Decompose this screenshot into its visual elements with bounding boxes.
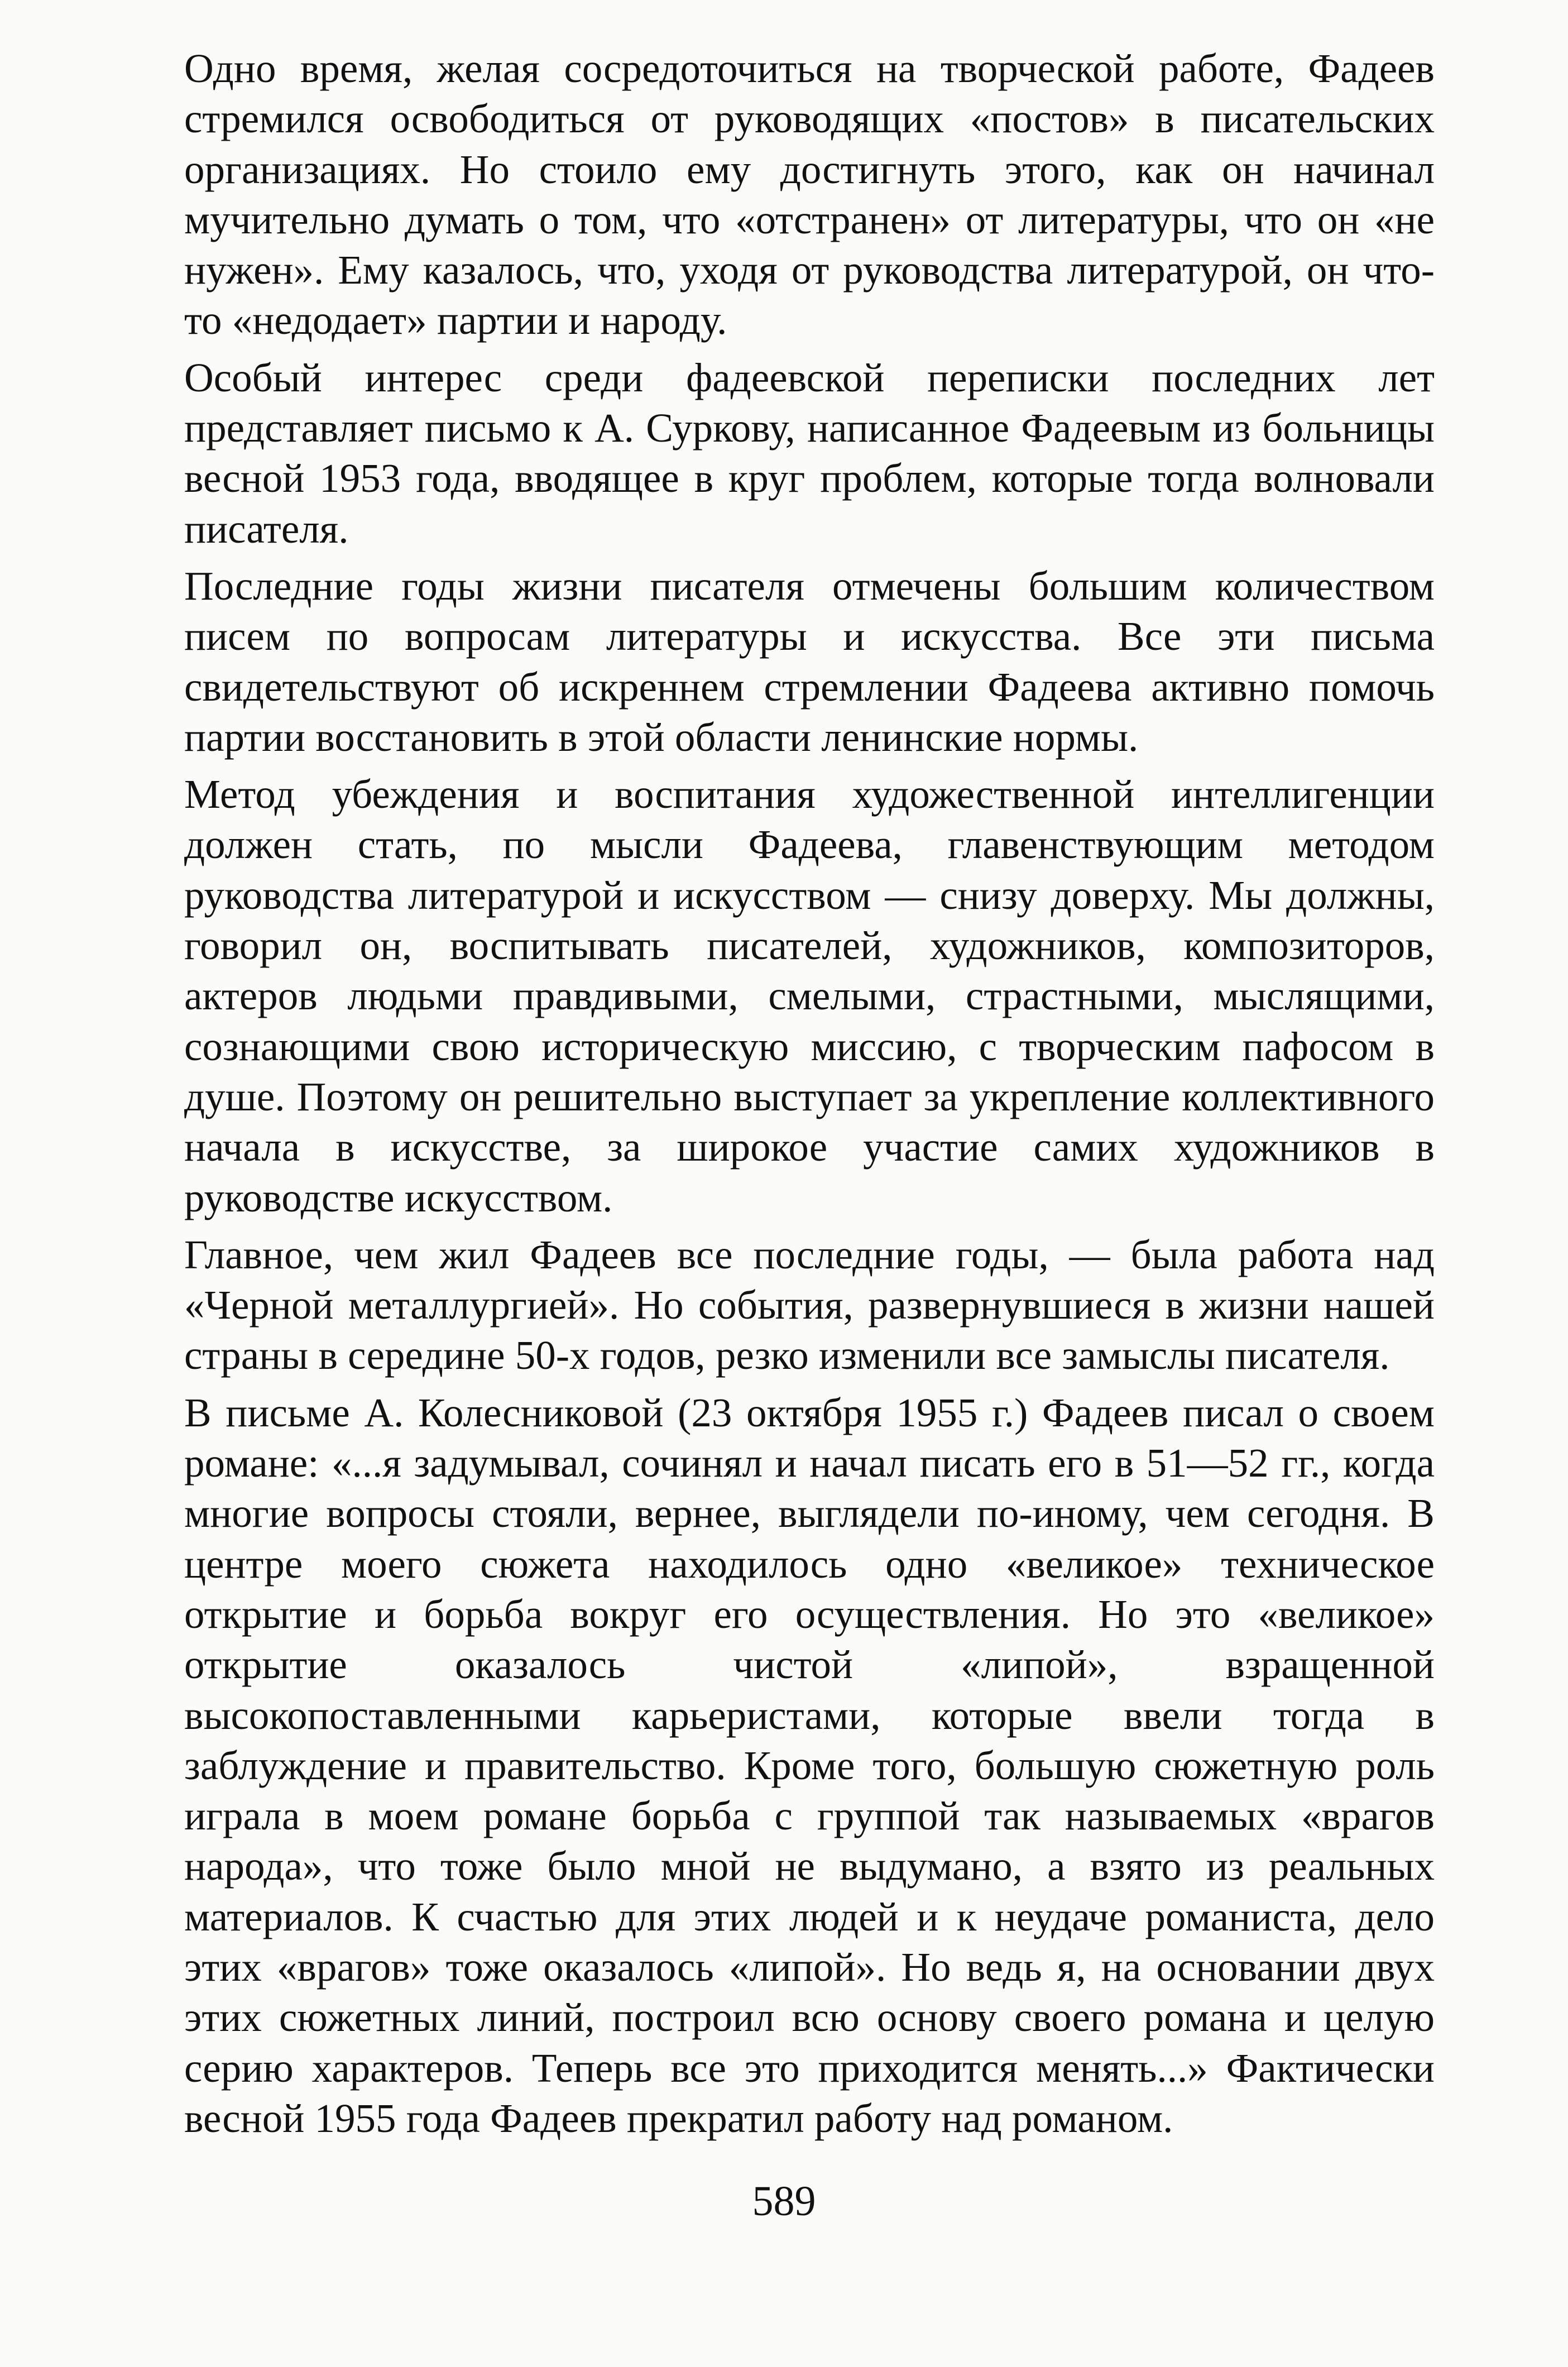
paragraph-5: Главное, чем жил Фадеев все последние годы, — была работа над «Черной металлургией». Но события, развернувшиеся в жизни нашей страны в середине 50-х годов, резко изменили все замыслы писателя. <box>184 1232 1435 1378</box>
page-number: 589 <box>752 2178 816 2225</box>
paragraph-3: Последние годы жизни писателя отмечены большим количеством писем по вопросам литературы и искусства. Все эти письма свидетельствуют об искреннем стремлении Фадеева активно помочь партии восстановить в этой области ленинские нормы. <box>184 563 1435 760</box>
paragraph-1: Одно время, желая сосредоточиться на творческой работе, Фадеев стремился освободиться от руководящих «постов» в писательских организациях. Но стоило ему достигнуть этого, как он начинал мучительно думать о том, что «отстранен» от литературы, что он «не нужен». Ему казалось, что, уходя от руководства литературой, он что-то «недодает» партии и народу. <box>184 46 1435 343</box>
body-text <box>184 44 1435 2150</box>
paragraph-4: Метод убеждения и воспитания художественной интеллигенции должен стать, по мысли Фадеева, главенствующим методом руководства литературой и искусством — снизу доверху. Мы должны, говорил он, воспитывать писателей, художников, композиторов, актеров людьми правдивыми, смелыми, страстными, мыслящими, сознающими свою историческую миссию, с творческим пафосом в душе. Поэтому он решительно выступает за укрепление коллективного начала в искусстве, за широкое участие самих художников в руководстве искусством. <box>184 772 1435 1220</box>
paragraph-2: Особый интерес среди фадеевской переписки последних лет представляет письмо к А. Суркову, написанное Фадеевым из больницы весной 1953 года, вводящее в круг проблем, которые тогда волновали писателя. <box>184 354 1435 552</box>
paragraph-6: В письме А. Колесниковой (23 октября 1955 г.) Фадеев писал о своем романе: «...я задумывал, сочинял и начал писать его в 51—52 гг., когда многие вопросы стояли, вернее, выглядели по-иному, чем сегодня. В центре моего сюжета находилось одно «великое» техническое открытие и борьба вокруг его осуществления. Но это «великое» открытие оказалось чистой «липой», взращенной высокопоставленными карьеристами, которые ввели тогда в заблуждение и правительство. Кроме того, большую сюжетную роль играла в моем романе борьба с группой так называемых «врагов народа», что тоже было мной не выдумано, а взято из реальных материалов. К счастью для этих людей и к неудаче романиста, дело этих «врагов» тоже оказалось «липой». Но ведь я, на основании двух этих сюжетных линий, построил всю основу своего романа и целую серию характеров. Теперь все это приходится менять...» Фактически весной 1955 года Фадеев прекратил работу над романом. <box>184 1389 1435 2141</box>
